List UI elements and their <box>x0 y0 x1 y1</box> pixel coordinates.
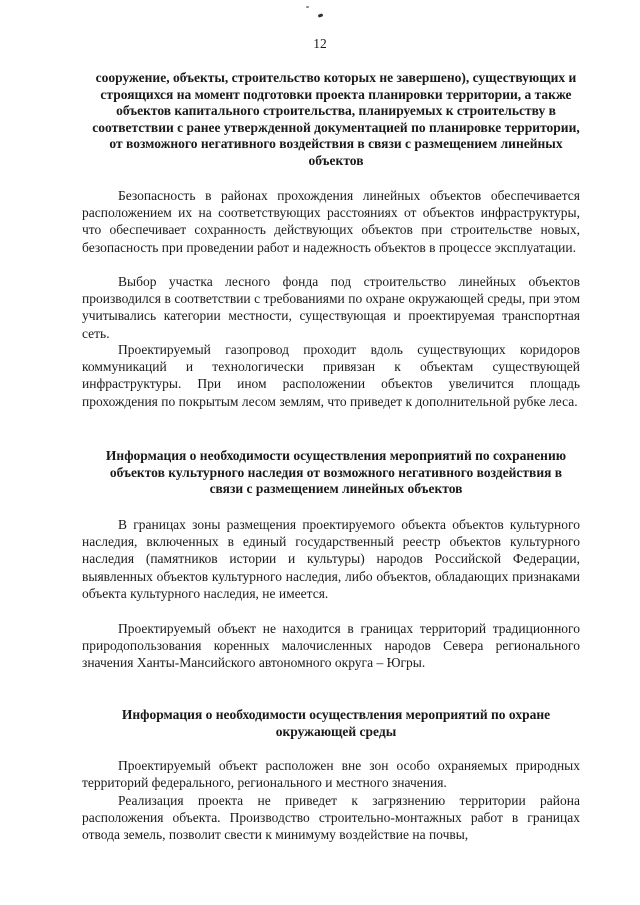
section-heading-continued: сооружение, объекты, строительство которых не завершено), существующих и строящихся на момент подготовки проекта планировки территории, а также объектов капитального строительства, планируемых к строительству в соответствии с ранее утвержденной документацией по планировке территории, от возможного негативного воздействия в связи с размещением линейных объектов <box>92 70 580 168</box>
paragraph-traditional-territories: Проектируемый объект не находится в границах территорий традиционного природопользования коренных малочисленных народов Севера регионального значения Ханты-Мансийского автономного округа – Югры. <box>82 621 580 671</box>
page-number: 12 <box>313 36 327 51</box>
section-heading-cultural-heritage: Информация о необходимости осуществления мероприятий по сохранению объектов культурного наследия от возможного негативного воздействия в связи с размещением линейных объектов <box>105 448 567 497</box>
paragraph-heritage-zone: В границах зоны размещения проектируемого объекта объектов культурного наследия, включенных в единый государственный реестр объектов культурного наследия (памятников истории и культуры) народов Российской Федерации, выявленных объектов культурного наследия, либо объектов, обладающих признаками объекта культурного наследия, не имеется. <box>82 517 580 601</box>
scan-speck <box>306 6 309 8</box>
paragraph-safety: Безопасность в районах прохождения линейных объектов обеспечивается расположением их на соответствующих расстояниях от объектов инфраструктуры, что обеспечивает сохранность действующих объектов при строительстве новых, безопасность при проведении работ и надежность объектов в процессе эксплуатации. <box>82 188 580 255</box>
paragraph-gas-pipeline: Проектируемый газопровод проходит вдоль существующих коридоров коммуникаций и технологически привязан к объектам существующей инфраструктуры. При ином расположении объектов увеличится площадь прохождения по покрытым лесом землям, что приведет к дополнительной рубке леса. <box>82 342 580 409</box>
section-heading-environment: Информация о необходимости осуществления мероприятий по охране окружающей среды <box>121 707 551 739</box>
paragraph-project-impact: Реализация проекта не приведет к загрязнению территории района расположения объекта. Производство строительно-монтажных работ в границах отвода земель, позволит свести к минимуму воздействие на почвы, <box>82 793 580 843</box>
paragraph-forest-plot: Выбор участка лесного фонда под строительство линейных объектов производился в соответствии с требованиями по охране окружающей среды, при этом учитывались категории местности, существующая и проектируемая транспортная сеть. <box>82 274 580 341</box>
paragraph-protected-areas: Проектируемый объект расположен вне зон особо охраняемых природных территорий федерального, регионального и местного значения. <box>82 758 580 791</box>
scan-speck <box>318 13 324 18</box>
